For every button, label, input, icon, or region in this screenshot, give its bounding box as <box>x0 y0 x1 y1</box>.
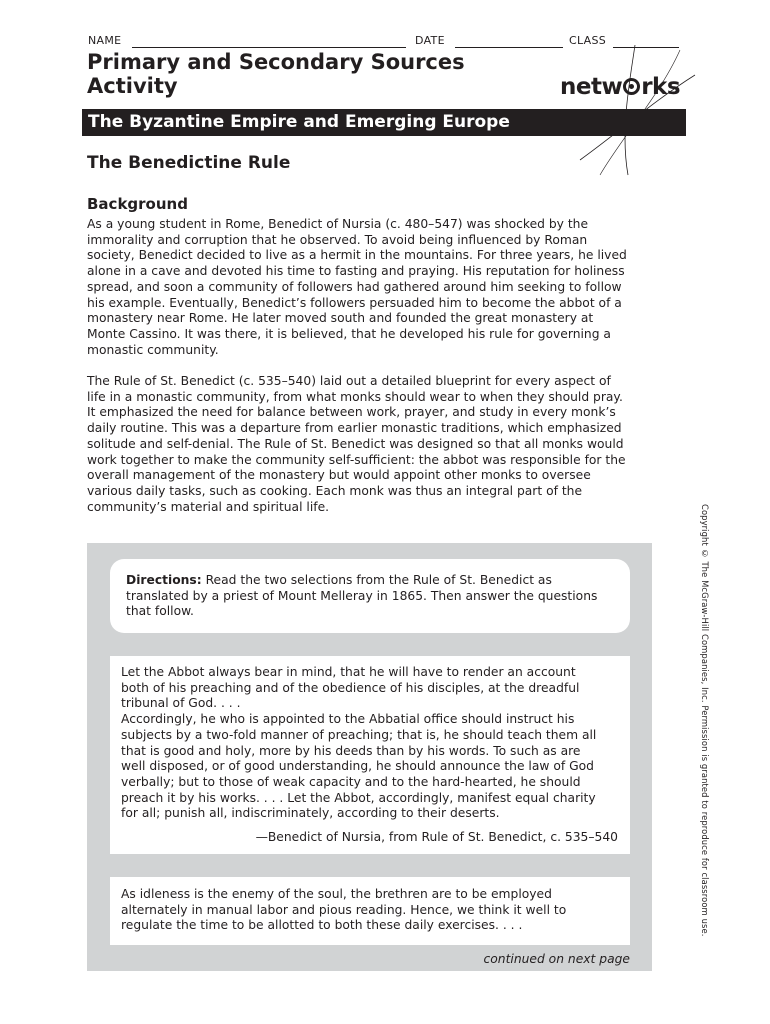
copyright-notice: Copyright © The McGraw-Hill Companies, Inc. Permission is granted to reproduce for classroom use. <box>700 504 710 937</box>
logo-globe-icon <box>623 78 640 95</box>
date-label: DATE <box>415 34 445 47</box>
background-heading: Background <box>87 195 188 213</box>
page-title: Primary and Secondary Sources Activity <box>87 50 465 98</box>
directions-label: Directions: <box>126 573 202 587</box>
quote-1-attribution: —Benedict of Nursia, from Rule of St. Benedict, c. 535–540 <box>255 830 618 844</box>
name-field[interactable] <box>132 47 406 48</box>
directions-text: Directions: Read the two selections from the Rule of St. Benedict as translated by a priest of Mount Melleray in 1865. Then answer the questions that follow. <box>126 573 598 619</box>
networks-logo: netw rks <box>560 74 681 100</box>
name-label: NAME <box>88 34 122 47</box>
section-title: The Benedictine Rule <box>87 153 291 173</box>
quote-1-text: Let the Abbot always bear in mind, that he will have to render an account both of his preaching and of the obedience of his disciples, at the dreadful tribunal of God. . . . Accordingly, he who is appointed to the Abbatial office should instruct his subjects by a two-fold manner of preaching; that is, he should teach them all that is good and holy, more by his deeds than by his words. To such as are well disposed, or of good understanding, he should announce the law of God verbally; but to those of weak capacity and to the hard-hearted, he should preach it by his works. . . . Let the Abbot, accordingly, manifest equal charity for all; punish all, indiscriminately, according to their deserts. <box>121 665 597 821</box>
class-label: CLASS <box>569 34 607 47</box>
chapter-banner-title: The Byzantine Empire and Emerging Europe <box>88 112 510 132</box>
background-paragraph-1: As a young student in Rome, Benedict of Nursia (c. 480–547) was shocked by the immorality and corruption that he observed. To avoid being influenced by Roman society, Benedict decided to live as a hermit in the mountains. For three years, he lived alone in a cave and devoted his time to fasting and praying. His reputation for holiness spread, and soon a community of followers had gathered around him seeking to follow his example. Eventually, Benedict’s followers persuaded him to become the abbot of a monastery near Rome. He later moved south and founded the great monastery at Monte Cassino. It was there, it is believed, that he developed his rule for governing a monastic community. <box>87 217 627 357</box>
date-field[interactable] <box>455 47 563 48</box>
continued-note: continued on next page <box>483 952 630 966</box>
quote-2-text: As idleness is the enemy of the soul, the brethren are to be employed alternately in manual labor and pious reading. Hence, we think it well to regulate the time to be allotted to both these daily exercises. . . . <box>121 887 567 933</box>
background-paragraph-2: The Rule of St. Benedict (c. 535–540) laid out a detailed blueprint for every aspect of life in a monastic community, from what monks should wear to when they should pray. It emphasized the need for balance between work, prayer, and study in every monk’s daily routine. This was a departure from earlier monastic traditions, which emphasized solitude and self-denial. The Rule of St. Benedict was designed so that all monks would work together to make the community self-sufficient: the abbot was responsible for the overall management of the monastery but would appoint other monks to oversee various daily tasks, such as cooking. Each monk was thus an integral part of the community’s material and spiritual life. <box>87 374 626 514</box>
